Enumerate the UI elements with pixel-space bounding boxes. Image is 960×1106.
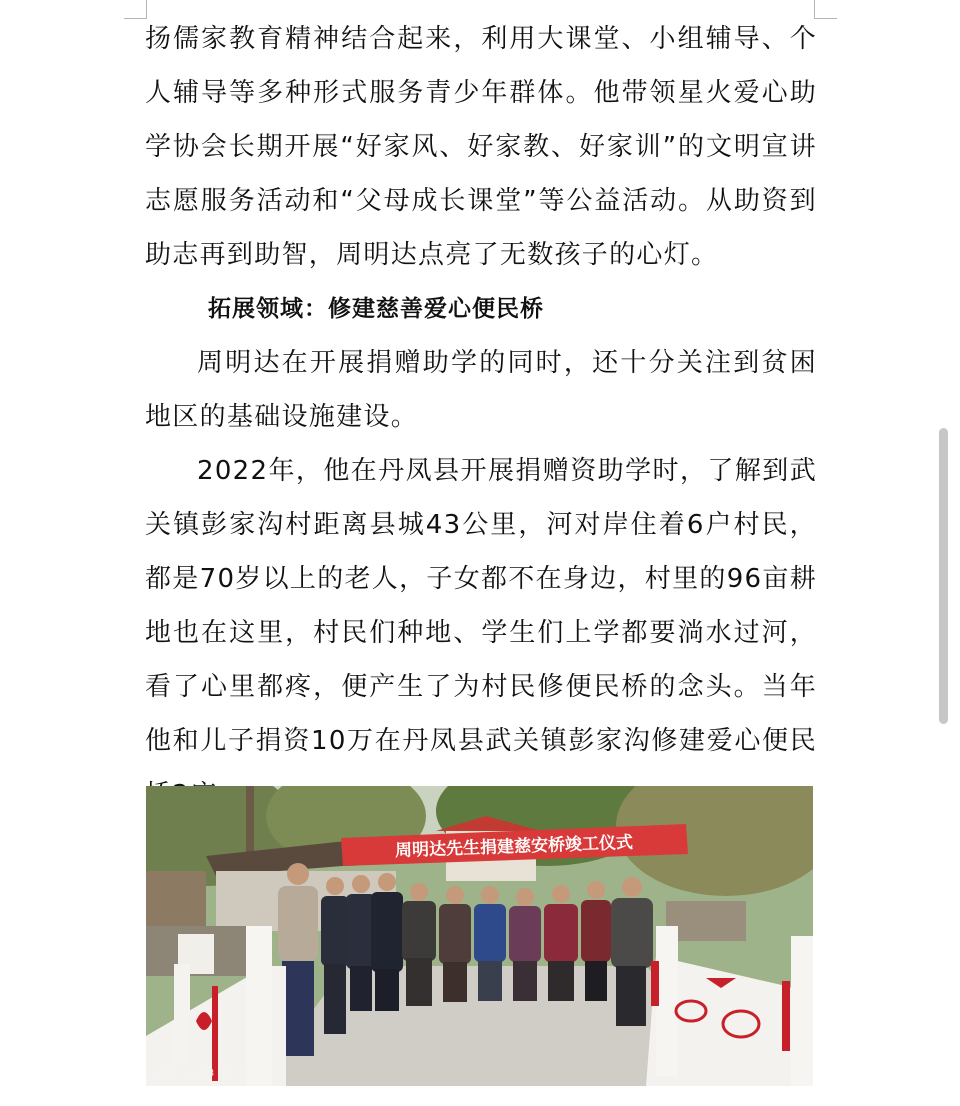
photo-timestamp: 2022/11/23 10:55 [154, 1068, 251, 1079]
document-page [145, 12, 817, 822]
paragraph-infrastructure: 周明达在开展捐赠助学的同时，还十分关注到贫困地区的基础设施建设。 [145, 348, 817, 432]
bridge-ceremony-photo [146, 786, 813, 1086]
banner-text: 周明达先生捐建慈安桥竣工仪式 [394, 832, 634, 862]
paragraph-education: 扬儒家教育精神结合起来，利用大课堂、小组辅导、个人辅导等多种形式服务青少年群体。他带领星火爱心助学协会长期开展“好家风、好家教、好家训”的文明宣讲志愿服务活动和“父母成长课堂”等公益活动。从助资到助志再到助智，周明达点亮了无数孩子的心灯。 [145, 24, 817, 270]
vertical-scrollbar[interactable] [939, 428, 948, 724]
page-corner-mark-right [814, 0, 837, 19]
page-corner-mark-left [124, 0, 147, 19]
section-heading: 拓展领域：修建慈善爱心便民桥 [208, 296, 544, 322]
paragraph-bridge-story: 2022年，他在丹凤县开展捐赠资助学时，了解到武关镇彭家沟村距离县城43公里，河对岸住着6户村民，都是70岁以上的老人，子女都不在身边，村里的96亩耕地也在这里，村民们种地、学生们上学都要淌水过河，看了心里都疼，便产生了为村民修便民桥的念头。当年他和儿子捐资10万在丹凤县武关镇彭家沟修建爱心便民 [145, 456, 817, 756]
